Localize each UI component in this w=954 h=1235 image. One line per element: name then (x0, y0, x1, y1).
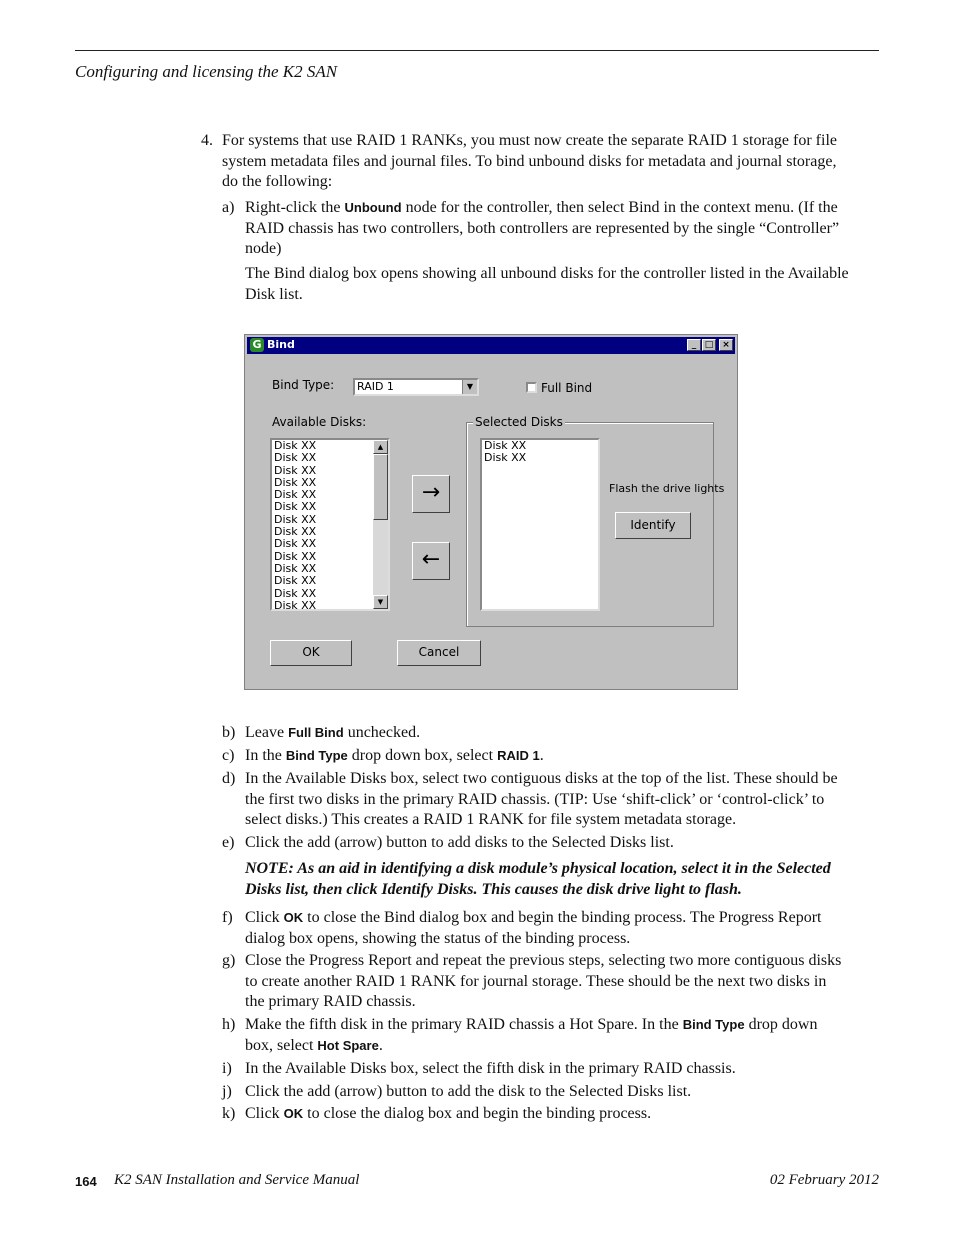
dialog-titlebar (247, 337, 735, 354)
flash-lights-text: Flash the drive lights (609, 482, 725, 495)
step-a-para2-line2: Disk list. (245, 285, 303, 303)
manual-title: K2 SAN Installation and Service Manual (114, 1172, 360, 1188)
ui-term: Bind Type (285, 748, 348, 763)
step-g-line: Close the Progress Report and repeat the previous steps, selecting two more contiguous disks (245, 952, 842, 969)
step-letter: d) (222, 770, 236, 787)
text: to close the Bind dialog box and begin the binding process. The Progress Report (303, 909, 822, 926)
text: box, select (245, 1036, 318, 1054)
step-letter: k) (222, 1105, 236, 1122)
ui-term: RAID 1 (497, 748, 540, 763)
publish-date: 02 February 2012 (769, 1172, 879, 1188)
text: In the (245, 747, 286, 764)
selected-disks-label: Selected Disks (475, 415, 563, 429)
disk-list-item[interactable]: Disk XX (274, 488, 317, 502)
available-disks-list[interactable] (270, 438, 390, 611)
note-line: Disks list, then click Identify Disks. This causes the disk drive light to flash. (245, 880, 742, 898)
header-rule (75, 50, 879, 51)
maximize-icon[interactable]: □ (702, 339, 716, 351)
scroll-up-icon[interactable]: ▲ (373, 440, 388, 454)
identify-button[interactable]: Identify (615, 512, 691, 539)
step-a-para2-line1: The Bind dialog box opens showing all unbound disks for the controller listed in the Available (245, 265, 849, 282)
step-g-line: to create another RAID 1 RANK for journal storage. These should be the next two disks in (245, 972, 827, 990)
scrollbar[interactable] (373, 440, 388, 609)
ui-term: Bind Type (682, 1017, 745, 1032)
step-letter: j) (222, 1083, 232, 1100)
page-header: Configuring and licensing the K2 SAN (75, 62, 338, 81)
disk-list-item[interactable]: Disk XX (274, 598, 317, 612)
step-b (245, 723, 420, 744)
step4-line: For systems that use RAID 1 RANKs, you must now create the separate RAID 1 storage for file (222, 132, 837, 149)
disk-list-item[interactable]: Disk XX (274, 549, 317, 563)
chevron-down-icon[interactable]: ▼ (462, 380, 477, 394)
full-bind-label: Full Bind (541, 381, 593, 395)
text: . (539, 747, 544, 764)
ui-term: Hot Spare (317, 1037, 379, 1053)
step4-line: do the following: (222, 173, 333, 190)
disk-list-item[interactable]: Disk XX (274, 561, 317, 575)
text: to close the dialog box and begin the binding process. (303, 1105, 652, 1122)
add-disk-button[interactable]: → (412, 475, 450, 513)
step-k (245, 1104, 651, 1125)
step-f-line2: dialog box opens, showing the status of the binding process. (245, 929, 631, 947)
step-h-line2 (245, 1036, 383, 1057)
step-letter: b) (222, 724, 236, 741)
step-d-line: In the Available Disks box, select two contiguous disks at the top of the list. These should be (245, 770, 838, 787)
close-icon[interactable]: × (719, 339, 733, 351)
step-c (245, 746, 544, 767)
text: Click (245, 1105, 284, 1122)
disk-list-item[interactable]: Disk XX (274, 512, 317, 526)
step-a-line2: RAID chassis has two controllers, both controllers are represented by the single “Controller” (245, 219, 840, 237)
text: Right-click the (245, 199, 345, 216)
text: node for the controller, then select Bind in the context menu. (If the (401, 199, 838, 216)
dialog-title: Bind (267, 338, 295, 351)
text: Leave (245, 724, 289, 741)
step-number: 4. (201, 132, 213, 149)
step-a-line1 (245, 198, 838, 219)
selected-disks-list[interactable] (480, 438, 600, 611)
text: drop down box, select (347, 747, 498, 764)
cancel-button[interactable]: Cancel (397, 640, 481, 666)
disk-list-item[interactable]: Disk XX (274, 500, 317, 514)
step-g-line: the primary RAID chassis. (245, 993, 416, 1010)
disk-list-item[interactable]: Disk XX (274, 451, 317, 465)
bind-type-label: Bind Type: (272, 378, 335, 392)
step-a-line3: node) (245, 240, 282, 257)
step4-line: system metadata files and journal files. To bind unbound disks for metadata and journal storage, (222, 152, 837, 170)
available-disks-label: Available Disks: (272, 415, 367, 429)
disk-list-item[interactable]: Disk XX (274, 475, 317, 489)
step-letter: g) (222, 952, 236, 969)
step-j: Click the add (arrow) button to add the disk to the Selected Disks list. (245, 1083, 692, 1100)
step-letter: h) (222, 1016, 236, 1033)
page-number: 164 (75, 1174, 97, 1189)
full-bind-checkbox[interactable] (526, 382, 537, 393)
scroll-thumb[interactable] (373, 454, 388, 520)
disk-list-item[interactable]: Disk XX (274, 439, 317, 452)
step-letter: c) (222, 747, 235, 764)
step-letter: f) (222, 909, 233, 926)
ok-button[interactable]: OK (270, 640, 352, 666)
bind-type-value: RAID 1 (357, 380, 394, 393)
scroll-down-icon[interactable]: ▼ (373, 595, 388, 609)
step-d-line: select disks.) This creates a RAID 1 RANK for file system metadata storage. (245, 811, 737, 828)
disk-list-item[interactable]: Disk XX (484, 451, 527, 465)
step-h-line1 (245, 1015, 817, 1036)
ui-term: Unbound (344, 200, 402, 215)
step-f-line1 (245, 908, 821, 929)
minimize-icon[interactable]: _ (687, 339, 701, 351)
disk-list-item[interactable]: Disk XX (274, 525, 317, 539)
step-letter: i) (222, 1060, 232, 1077)
text: Click (245, 909, 284, 926)
step-letter: e) (222, 834, 235, 851)
disk-list-item[interactable]: Disk XX (274, 574, 317, 588)
remove-disk-button[interactable]: ← (412, 542, 450, 580)
step-i: In the Available Disks box, select the fifth disk in the primary RAID chassis. (245, 1060, 736, 1077)
bind-dialog (244, 334, 738, 690)
step-e: Click the add (arrow) button to add disks to the Selected Disks list. (245, 834, 674, 851)
ui-term: OK (283, 910, 304, 925)
disk-list-item[interactable]: Disk XX (274, 586, 317, 600)
bind-type-select[interactable] (353, 378, 479, 396)
step-letter: a) (222, 199, 235, 216)
text: . (378, 1036, 383, 1054)
disk-list-item[interactable]: Disk XX (274, 537, 317, 551)
text: unchecked. (343, 724, 421, 741)
disk-list-item[interactable]: Disk XX (274, 463, 317, 477)
disk-list-item[interactable]: Disk XX (484, 439, 527, 452)
text: Make the fifth disk in the primary RAID chassis a Hot Spare. In the (245, 1016, 683, 1033)
text: drop down (744, 1016, 818, 1033)
step-d-line: the first two disks in the primary RAID chassis. (TIP: Use ‘shift-click’ or ‘control-click’ to (245, 790, 825, 808)
ui-term: OK (283, 1106, 304, 1121)
ui-term: Full Bind (288, 725, 344, 740)
app-logo-icon: G (250, 338, 264, 352)
note-line: NOTE: As an aid in identifying a disk module’s physical location, select it in the Selected (245, 860, 831, 877)
